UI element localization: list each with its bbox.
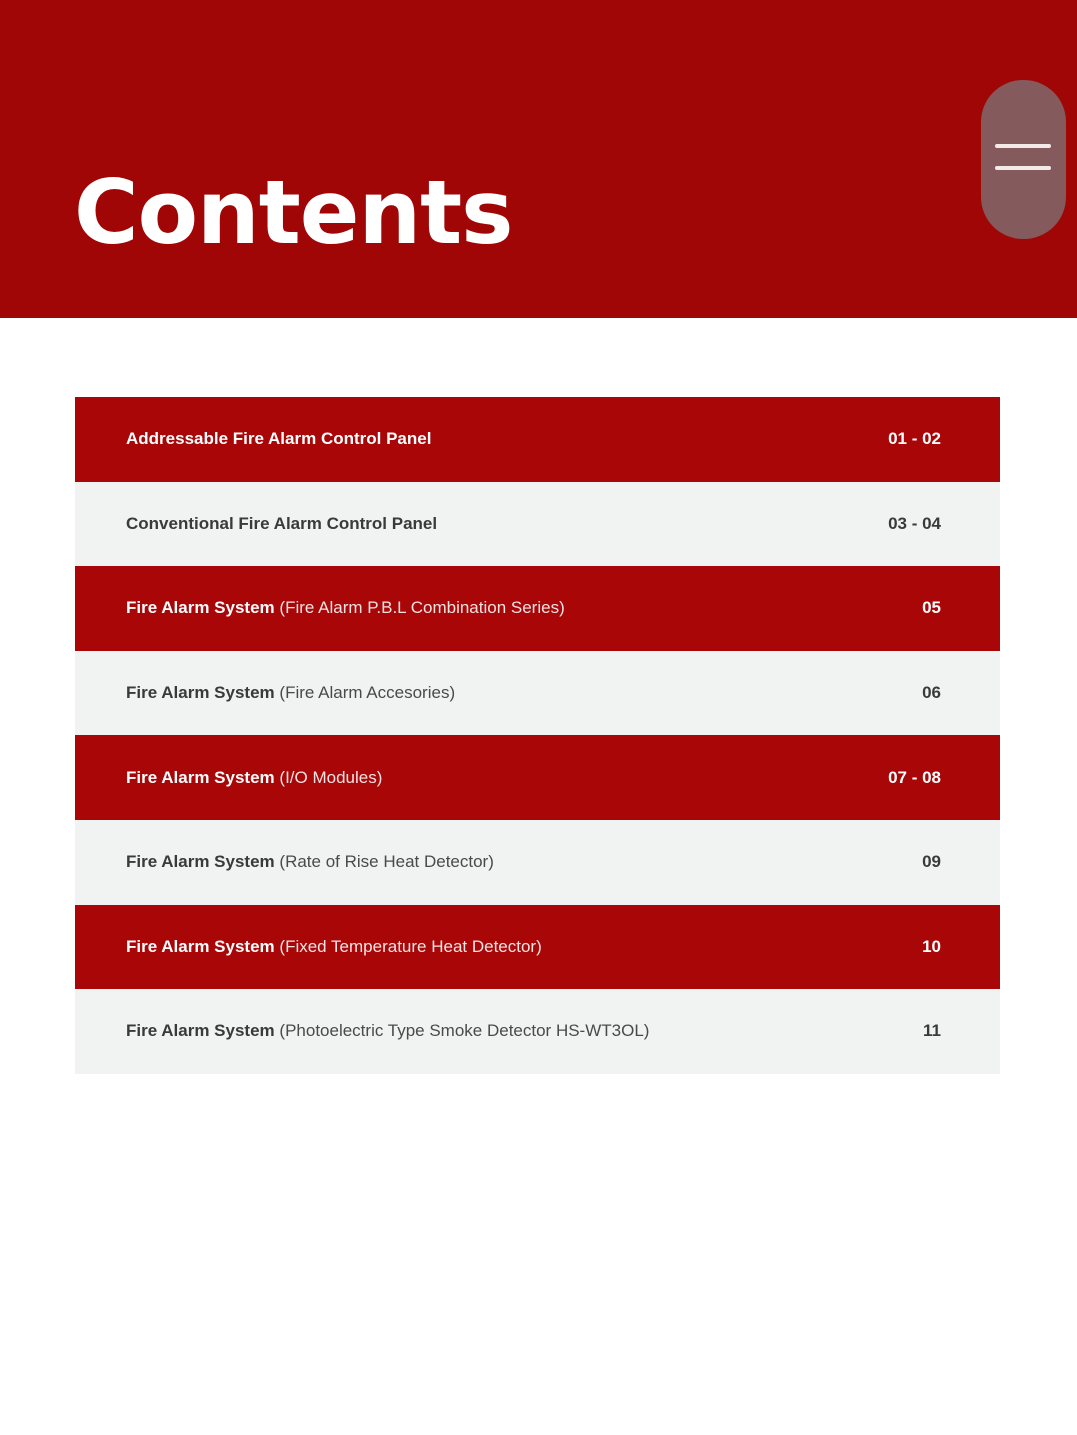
toc-item-pages: 10 [922, 936, 941, 956]
toc-item-heading: Fire Alarm System [126, 1021, 275, 1041]
toc-item-pbl-combination[interactable] [75, 566, 1000, 651]
toc-item-title [126, 683, 455, 703]
toc-item-pages: 05 [922, 598, 941, 618]
toc-item-pages: 11 [923, 1021, 941, 1041]
toc-item-subtitle: (Fixed Temperature Heat Detector) [279, 936, 542, 956]
toc-item-pages: 01 - 02 [888, 429, 941, 449]
toc-item-conventional-panel[interactable] [75, 482, 1000, 567]
toc-item-subtitle: (Fire Alarm Accesories) [279, 683, 456, 703]
toc-item-addressable-panel[interactable] [75, 397, 1000, 482]
toc-item-title [126, 429, 431, 449]
toc-item-heading: Conventional Fire Alarm Control Panel [126, 513, 438, 533]
toc-item-heading: Fire Alarm System [126, 683, 275, 703]
toc-item-heading: Fire Alarm System [126, 852, 275, 872]
toc-item-subtitle: (Fire Alarm P.B.L Combination Series) [279, 598, 565, 618]
toc-item-heading: Fire Alarm System [126, 767, 275, 787]
menu-button[interactable] [981, 80, 1066, 239]
toc-item-rate-of-rise[interactable] [75, 820, 1000, 905]
toc-item-fixed-temperature[interactable] [75, 905, 1000, 990]
toc-item-heading: Fire Alarm System [126, 936, 275, 956]
hamburger-menu-icon [995, 144, 1051, 174]
table-of-contents [75, 397, 1000, 1074]
toc-item-subtitle: (Rate of Rise Heat Detector) [279, 852, 494, 872]
toc-item-title [126, 598, 565, 618]
toc-item-pages: 03 - 04 [888, 513, 941, 533]
menu-icon-bar [995, 144, 1051, 148]
header [0, 0, 1077, 318]
toc-item-heading: Addressable Fire Alarm Control Panel [126, 429, 432, 449]
toc-item-pages: 09 [922, 852, 941, 872]
toc-item-pages: 07 - 08 [888, 767, 941, 787]
toc-item-accessories[interactable] [75, 651, 1000, 736]
toc-item-title [126, 514, 437, 534]
toc-item-title [126, 852, 494, 872]
toc-item-io-modules[interactable] [75, 735, 1000, 820]
toc-item-title [126, 768, 382, 788]
toc-item-title [126, 1021, 649, 1041]
toc-item-pages: 06 [922, 683, 941, 703]
toc-item-heading: Fire Alarm System [126, 598, 275, 618]
page-title: Contents [74, 161, 513, 264]
toc-item-title [126, 937, 542, 957]
toc-item-subtitle: (Photoelectric Type Smoke Detector HS-WT3OL) [279, 1021, 650, 1041]
toc-item-smoke-detector[interactable] [75, 989, 1000, 1074]
menu-icon-bar [995, 166, 1051, 170]
toc-item-subtitle: (I/O Modules) [279, 767, 383, 787]
